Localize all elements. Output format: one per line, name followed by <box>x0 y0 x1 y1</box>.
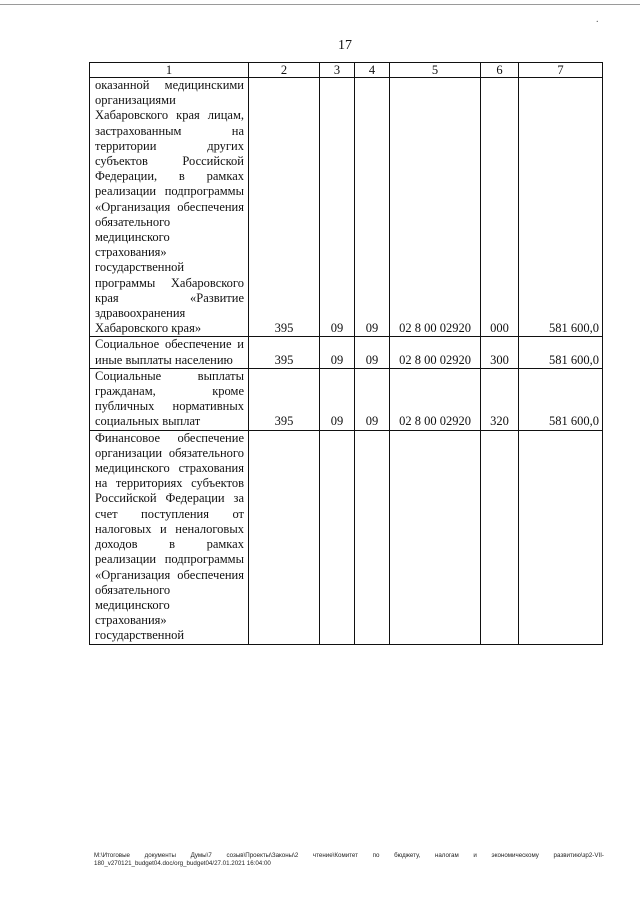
row-description: Финансовое обеспечение организации обязательного медицинского страхования на территориях субъектов Российской Федерации за счет поступления от налоговых и неналоговых доходов в рамках реализации подпрограммы «Организация обеспечения обязательного медицинского страхования» государственной <box>90 430 249 644</box>
top-scan-rule <box>0 4 640 5</box>
header-col-2: 2 <box>249 63 320 78</box>
row-section: 09 <box>320 368 355 430</box>
page-number: 17 <box>338 38 352 53</box>
row-target-article: 02 8 00 02920 <box>390 368 481 430</box>
row-subsection: 09 <box>355 78 390 337</box>
row-expense-type: 300 <box>481 337 519 368</box>
table-row <box>90 78 603 337</box>
header-row <box>90 63 603 78</box>
row-target-article <box>390 430 481 644</box>
row-description: Социальные выплаты гражданам, кроме публичных нормативных социальных выплат <box>90 368 249 430</box>
row-ministry-code: 395 <box>249 337 320 368</box>
header-col-3: 3 <box>320 63 355 78</box>
row-amount: 581 600,0 <box>519 78 603 337</box>
header-col-1: 1 <box>90 63 249 78</box>
row-subsection: 09 <box>355 337 390 368</box>
row-amount <box>519 430 603 644</box>
row-section: 09 <box>320 337 355 368</box>
row-subsection: 09 <box>355 368 390 430</box>
table-row <box>90 337 603 368</box>
row-subsection <box>355 430 390 644</box>
file-path-footer: M:\Итоговые документы Думы\7 созыв\Проекты\Законы\2 чтение\Комитет по бюджету, налогам и экономическому развитию\зр2-VII-180_v270121_budget04.doc/org_budget04/27.01.2021 16:04:00 <box>94 852 604 867</box>
row-section <box>320 430 355 644</box>
header-col-4: 4 <box>355 63 390 78</box>
row-expense-type: 000 <box>481 78 519 337</box>
row-ministry-code <box>249 430 320 644</box>
row-ministry-code: 395 <box>249 368 320 430</box>
table-row <box>90 368 603 430</box>
scan-mark: . <box>596 14 599 25</box>
row-target-article: 02 8 00 02920 <box>390 337 481 368</box>
row-amount: 581 600,0 <box>519 337 603 368</box>
row-description: оказанной медицинскими организациями Хабаровского края лицам, застрахованным на территории других субъектов Российской Федерации, в рамках реализации подпрограммы «Организация обеспечения обязательного медицинского страхования» государственной программы Хабаровского края «Развитие здравоохранения Хабаровского края» <box>90 78 249 337</box>
row-section: 09 <box>320 78 355 337</box>
row-ministry-code: 395 <box>249 78 320 337</box>
table-row <box>90 430 603 644</box>
header-col-5: 5 <box>390 63 481 78</box>
budget-table <box>89 62 603 645</box>
row-description: Социальное обеспечение и иные выплаты населению <box>90 337 249 368</box>
row-expense-type: 320 <box>481 368 519 430</box>
header-col-6: 6 <box>481 63 519 78</box>
header-col-7: 7 <box>519 63 603 78</box>
row-target-article: 02 8 00 02920 <box>390 78 481 337</box>
row-expense-type <box>481 430 519 644</box>
row-amount: 581 600,0 <box>519 368 603 430</box>
